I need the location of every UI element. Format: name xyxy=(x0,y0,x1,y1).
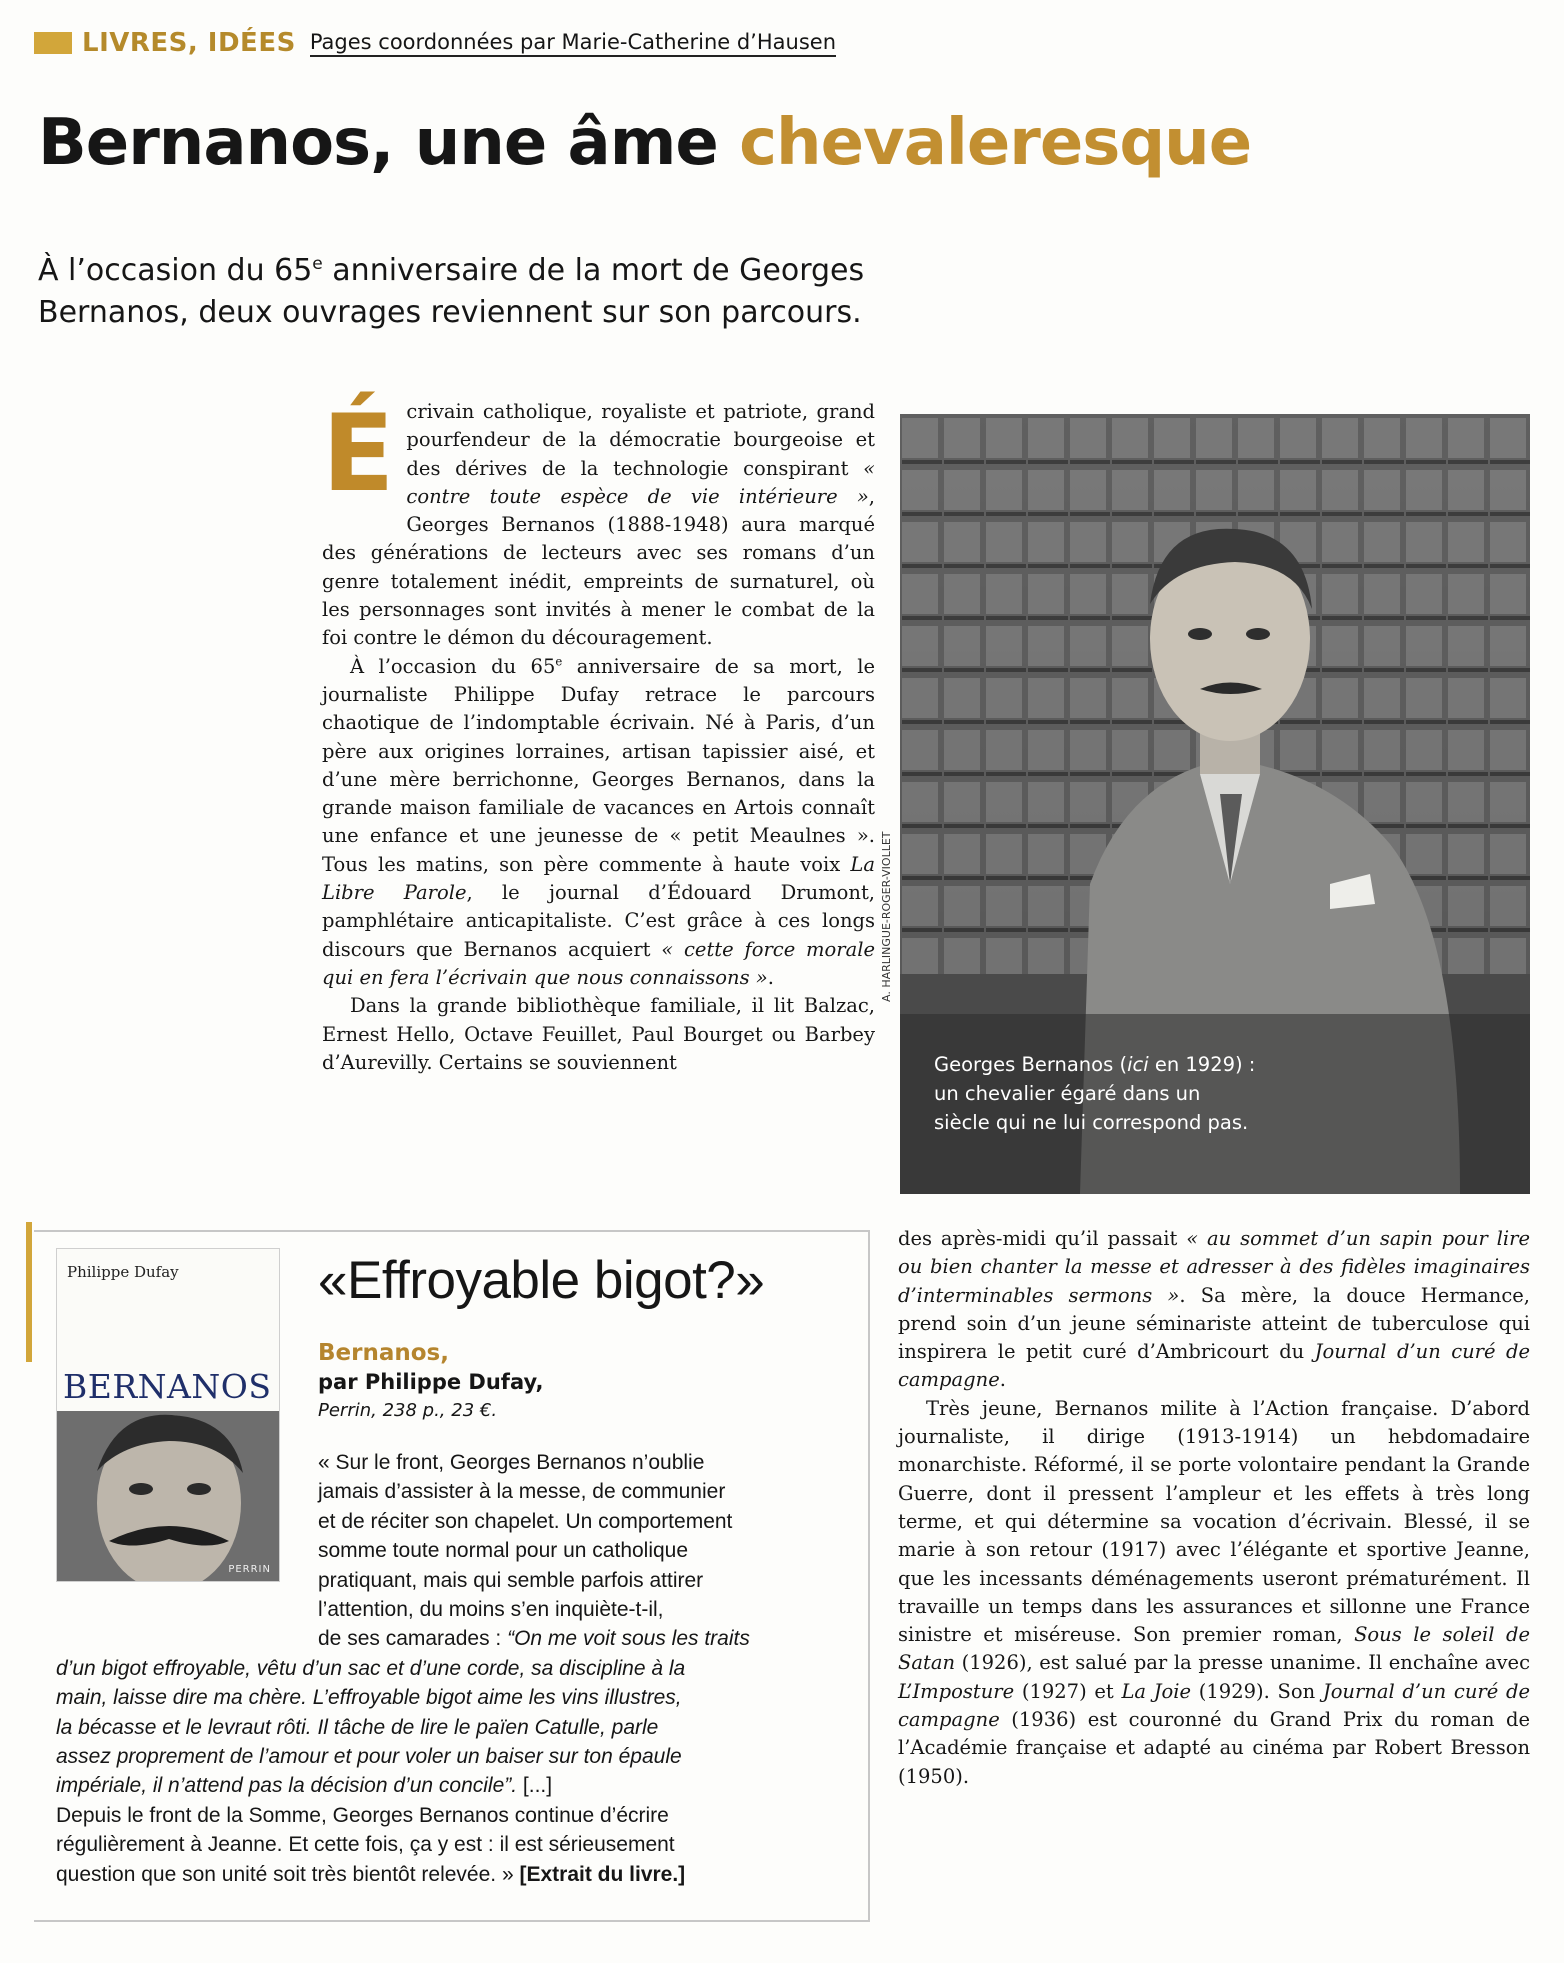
excerpt-line: l’attention, du moins s’en inquiète-t-il, xyxy=(318,1598,664,1622)
text: des après-midi qu’il passait xyxy=(898,1227,1187,1250)
book-publisher-info: Perrin, 238 p., 23 €. xyxy=(318,1400,498,1421)
excerpt-line xyxy=(56,1860,842,1889)
excerpt-line: et de réciter son chapelet. Un comportement xyxy=(318,1509,733,1533)
article-column-left xyxy=(322,392,875,1077)
quote: « au sommet d’un sapin pour lire ou bien chanter la messe et adresser à des fidèles imaginaires d’interminables sermons » xyxy=(898,1227,1530,1307)
book-title: La Joie xyxy=(1121,1679,1192,1703)
book-title: Journal d’un curé de campagne xyxy=(898,1340,1530,1392)
text: Très jeune, Bernanos milite à l’Action française. D’abord journaliste, il dirige (1913-1914) un hebdomadaire monarchiste. Réformé, il se porte volontaire pendant la Grande Guerre, dont il pressent l’ampleur et les effets à très long terme, et qui détermine sa vocation d’écrivain. Blessé, il se marie à son retour (1917) avec l’élégante et sportive Jeanne, que les incessants déménagements useront prématurément. Il travaille un temps dans les assurances et sillonne une France sinistre et miséreuse. Son premier roman, xyxy=(898,1396,1530,1647)
text: , le journal d’Édouard Drumont, pamphlétaire anticapitaliste. C’est grâce à ces longs discours que Bernanos acquiert xyxy=(322,881,875,961)
lead-paragraph xyxy=(38,250,1038,334)
section-marker xyxy=(34,32,72,54)
caption-text: siècle qui ne lui correspond pas. xyxy=(934,1111,1249,1134)
excerpt-line: somme toute normal pour un catholique xyxy=(318,1539,689,1563)
headline-accent: chevaleresque xyxy=(739,106,1252,180)
text: , Georges Bernanos (1888-1948) aura marqué des générations de lecteurs avec ses romans d’un genre totalement inédit, empreints de surnaturel, où les personnages sont invités à mener le combat de la foi contre le démon du découragement. xyxy=(322,484,875,650)
box-accent-bar xyxy=(26,1222,32,1362)
caption-text: Georges Bernanos ( xyxy=(934,1053,1128,1076)
drop-cap: É xyxy=(322,392,395,515)
book-review-box xyxy=(34,1230,870,1922)
cover-author: Philippe Dufay xyxy=(67,1263,179,1281)
paragraph-1 xyxy=(322,392,875,653)
extract-tag: [Extrait du livre.] xyxy=(519,1862,686,1886)
section-header xyxy=(34,24,836,62)
book-title: Journal d’un curé de campagne xyxy=(898,1679,1530,1732)
lead-superscript: e xyxy=(312,254,323,274)
coordinator-credit: Pages coordonnées par Marie-Catherine d’Hausen xyxy=(310,30,836,57)
quote: « contre toute espèce de vie intérieure » xyxy=(406,456,875,508)
excerpt-quote: assez proprement de l’amour et pour voler un baiser sur ton épaule xyxy=(56,1745,682,1769)
excerpt-line xyxy=(56,1771,842,1800)
text: . xyxy=(999,1368,1006,1392)
portrait-photo xyxy=(900,414,1530,1194)
excerpt-line xyxy=(56,1742,842,1771)
section-label: LIVRES, IDÉES xyxy=(82,28,296,58)
headline-main: Bernanos, une âme xyxy=(38,106,740,180)
quote: « cette force morale qui en fera l’écrivain que nous connaissons » xyxy=(322,937,875,989)
excerpt-text: de ses camarades : xyxy=(318,1627,508,1651)
superscript: e xyxy=(555,654,563,669)
excerpt-line xyxy=(56,1713,842,1742)
book-title: La Libre Parole xyxy=(322,852,875,905)
text: (1929). Son xyxy=(1191,1679,1323,1703)
excerpt-line: « Sur le front, Georges Bernanos n’oublie xyxy=(318,1451,705,1474)
excerpt-line xyxy=(56,1624,842,1653)
text: . xyxy=(767,965,774,989)
text: . Sa mère, la douce Hermance, prend soin d’un jeune séminariste atteint de tuberculose qui inspirera le petit curé d’Ambricourt du xyxy=(898,1283,1530,1364)
excerpt-line: régulièrement à Jeanne. Et cette fois, ça y est : il est sérieusement xyxy=(56,1833,675,1857)
caption-emphasis: ici xyxy=(1127,1053,1149,1076)
book-title: Sous le soleil de Satan xyxy=(898,1623,1531,1675)
excerpt-quote: impériale, il n’attend pas la décision d’un concile”. xyxy=(56,1774,518,1798)
text: (1927) et xyxy=(1014,1679,1122,1703)
excerpt-quote: d’un bigot effroyable, vêtu d’un sac et d’une corde, sa discipline à la xyxy=(56,1656,686,1680)
paragraph-4 xyxy=(898,1395,1530,1791)
paragraph-2 xyxy=(322,653,875,993)
excerpt-text: question que son unité soit très bientôt relevée. » xyxy=(56,1862,520,1886)
excerpt-line: jamais d’assister à la messe, de communier xyxy=(318,1480,726,1504)
excerpt-quote: la bécasse et le levraut rôti. Il tâche de lire le païen Catulle, parle xyxy=(56,1715,659,1739)
cover-publisher: PERRIN xyxy=(228,1564,271,1575)
book-author: par Philippe Dufay, xyxy=(318,1370,544,1394)
excerpt-line: pratiquant, mais qui semble parfois attirer xyxy=(318,1568,704,1592)
excerpt-line xyxy=(56,1654,842,1683)
photo-credit: A. HARLINGUE-ROGER-VIOLLET xyxy=(880,831,893,1002)
photo-caption xyxy=(934,1050,1255,1137)
text: Dans la grande bibliothèque familiale, il lit Balzac, Ernest Hello, Octave Feuillet, Paul Bourget ou Barbey d’Aurevilly. Certains se souviennent xyxy=(322,994,875,1074)
cover-title: BERNANOS xyxy=(63,1367,272,1406)
excerpt-line: Depuis le front de la Somme, Georges Bernanos continue d’écrire xyxy=(56,1803,669,1827)
article-column-right xyxy=(898,1225,1530,1791)
lead-text: Bernanos, deux ouvrages reviennent sur son parcours. xyxy=(38,295,862,330)
lead-text: À l’occasion du 65 xyxy=(38,253,313,288)
caption-text: en 1929) : xyxy=(1148,1053,1256,1076)
lead-text: anniversaire de la mort de Georges xyxy=(322,253,865,288)
excerpt-text: [...] xyxy=(517,1774,553,1798)
text: (1936) est couronné du Grand Prix du roman de l’Académie française et adapté au cinéma par Robert Bresson (1950). xyxy=(898,1708,1530,1788)
box-title: «Effroyable bigot?» xyxy=(318,1251,765,1310)
headline xyxy=(38,108,1251,178)
book-title: L’Imposture xyxy=(898,1679,1015,1703)
text: anniversaire de sa mort, le journaliste Philippe Dufay retrace le parcours chaotique de l’indomptable écrivain. Né à Paris, d’un père aux origines lorraines, artisan tapissier aisé, et d’une mère berrichonne, Georges Bernanos, dans la grande maison familiale de vacances en Artois connaît une enfance et une jeunesse de « petit Meaulnes ». Tous les matins, son père commente à haute voix xyxy=(322,654,875,876)
book-excerpt xyxy=(56,1448,842,1889)
excerpt-line xyxy=(56,1683,842,1712)
caption-text: un chevalier égaré dans un xyxy=(934,1082,1201,1105)
text: À l’occasion du 65 xyxy=(350,654,556,678)
excerpt-quote: “On me voit sous les traits xyxy=(507,1627,750,1651)
text: (1926), est salué par la presse unanime. Il enchaîne avec xyxy=(955,1651,1530,1675)
book-title: Bernanos, xyxy=(318,1340,449,1366)
paragraph-3 xyxy=(322,992,875,1077)
text: crivain catholique, royaliste et patriote, grand pourfendeur de la démocratie bourgeoise et des dérives de la technologie conspirant xyxy=(406,400,875,480)
paragraph-3-continued xyxy=(898,1225,1530,1395)
excerpt-quote: main, laisse dire ma chère. L’effroyable bigot aime les vins illustres, xyxy=(56,1686,682,1710)
